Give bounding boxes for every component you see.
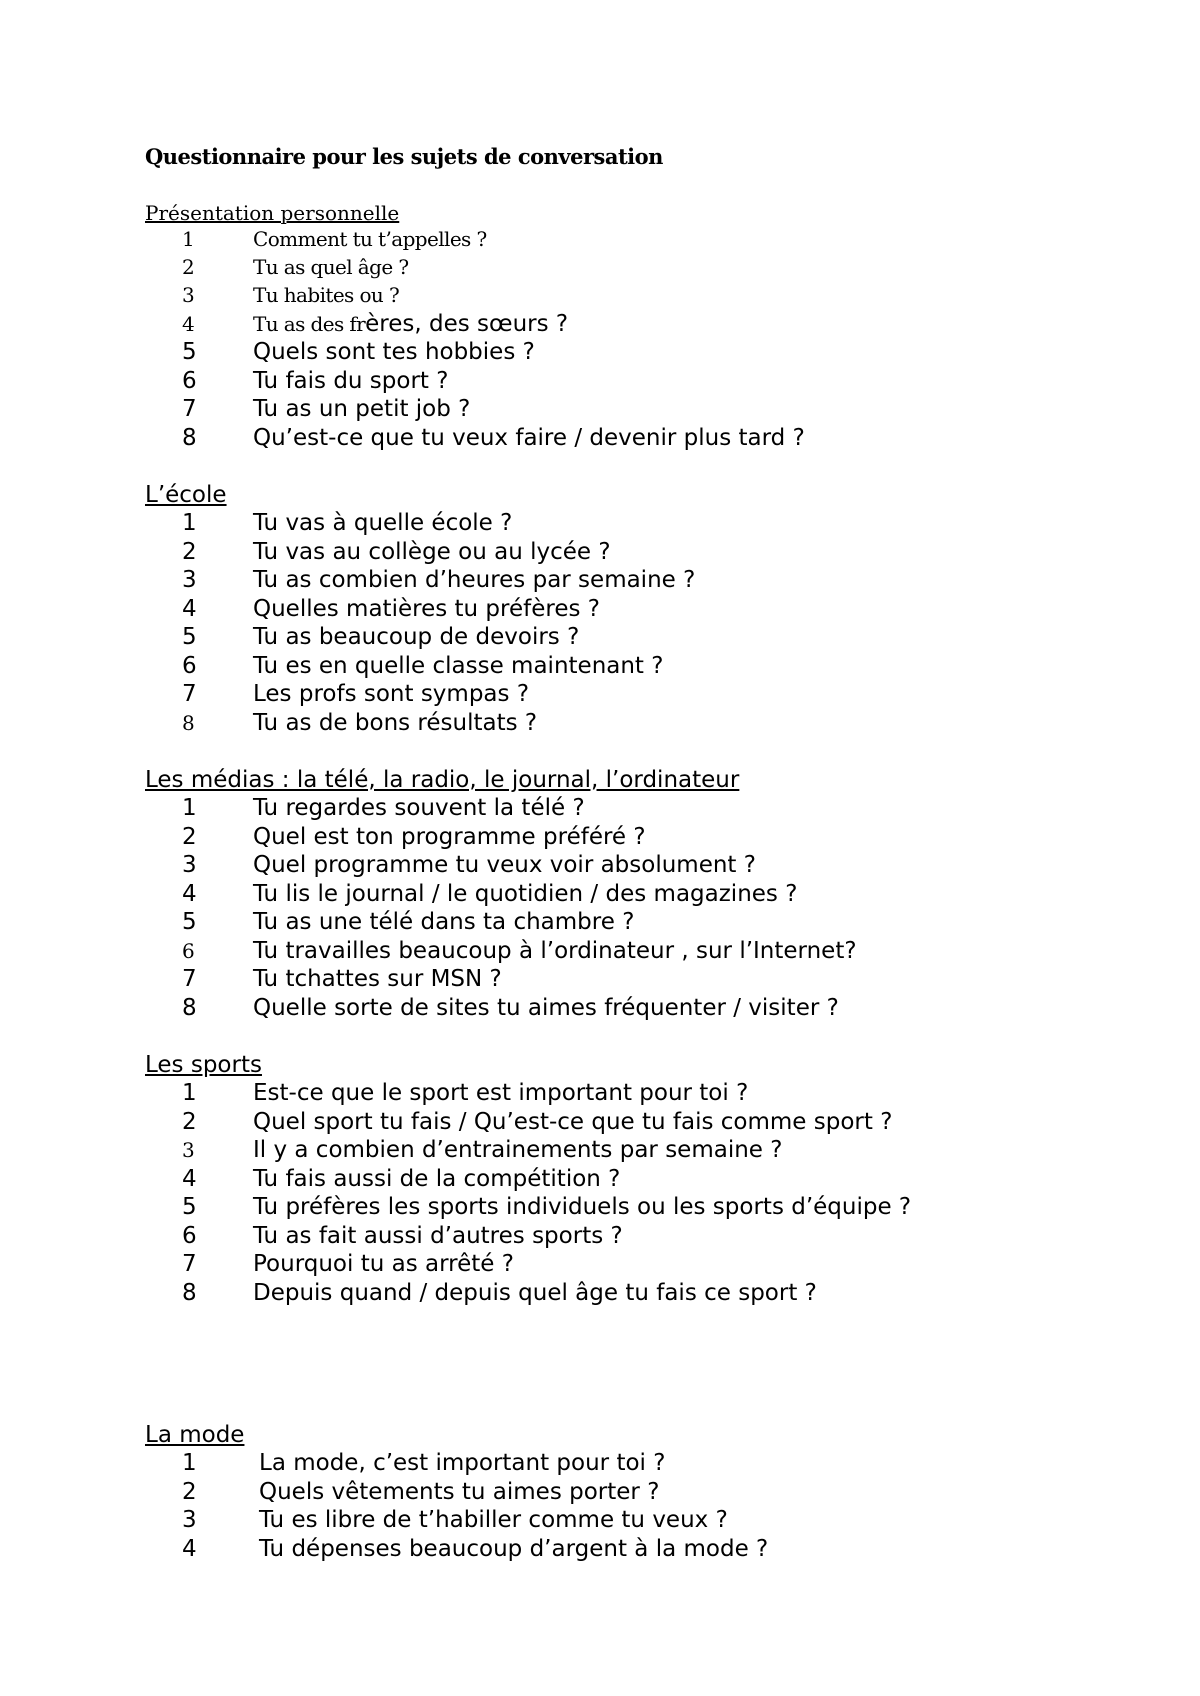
item-question-part: Tu as des fr	[253, 312, 366, 336]
item-number: 1	[182, 510, 197, 536]
item-question: Est-ce que le sport est important pour toi ?	[253, 1080, 749, 1106]
item-number: 4	[182, 1166, 197, 1192]
item-number: 3	[182, 1138, 195, 1162]
item-question: Tu vas au collège ou au lycée ?	[253, 539, 611, 565]
item-question: Tu es libre de t’habiller comme tu veux ?	[259, 1507, 728, 1533]
list-item	[0, 623, 1200, 651]
list-item	[0, 395, 1200, 423]
item-question: Tu as fait aussi d’autres sports ?	[253, 1223, 623, 1249]
item-number: 2	[182, 1479, 197, 1505]
list-item	[0, 965, 1200, 993]
list-item	[0, 281, 1200, 309]
list-item	[0, 880, 1200, 908]
list-item	[0, 937, 1200, 965]
list-item	[0, 994, 1200, 1022]
list-item	[0, 794, 1200, 822]
item-question: Quelles matières tu préfères ?	[253, 596, 600, 622]
item-question: Comment tu t’appelles ?	[253, 227, 487, 251]
item-number: 1	[182, 227, 195, 251]
item-number: 7	[182, 681, 197, 707]
item-number: 6	[182, 653, 197, 679]
list-item	[0, 367, 1200, 395]
item-question: Quelle sorte de sites tu aimes fréquenter / visiter ?	[253, 995, 839, 1021]
item-question: Tu préfères les sports individuels ou les sports d’équipe ?	[253, 1194, 912, 1220]
item-question: Il y a combien d’entrainements par semaine ?	[253, 1137, 783, 1163]
item-question: Quel sport tu fais / Qu’est-ce que tu fais comme sport ?	[253, 1109, 893, 1135]
item-number: 7	[182, 966, 197, 992]
item-number: 2	[182, 824, 197, 850]
item-question: Tu as une télé dans ta chambre ?	[253, 909, 635, 935]
item-number: 4	[182, 596, 197, 622]
section-heading-mode: La mode	[145, 1422, 245, 1448]
item-question-part: ères, des sœurs ?	[365, 311, 569, 337]
item-question: Tu regardes souvent la télé ?	[253, 795, 585, 821]
list-item	[0, 680, 1200, 708]
item-number: 5	[182, 1194, 197, 1220]
section-heading-sports: Les sports	[145, 1052, 262, 1078]
item-number: 8	[182, 995, 197, 1021]
item-question: La mode, c’est important pour toi ?	[259, 1450, 666, 1476]
item-question: Quels vêtements tu aimes porter ?	[259, 1479, 660, 1505]
item-number: 5	[182, 909, 197, 935]
item-number: 4	[182, 1536, 197, 1562]
item-question: Tu tchattes sur MSN ?	[253, 966, 502, 992]
item-question: Tu fais du sport ?	[253, 368, 449, 394]
list-item	[0, 1535, 1200, 1563]
item-question: Les profs sont sympas ?	[253, 681, 530, 707]
list-item	[0, 225, 1200, 253]
item-number: 8	[182, 1280, 197, 1306]
list-item	[0, 851, 1200, 879]
item-question: Tu es en quelle classe maintenant ?	[253, 653, 664, 679]
item-number: 1	[182, 1080, 197, 1106]
list-item	[0, 709, 1200, 737]
item-number: 3	[182, 852, 197, 878]
item-question: Tu habites ou ?	[253, 283, 400, 307]
item-number: 3	[182, 283, 195, 307]
item-number: 6	[182, 368, 197, 394]
item-number: 2	[182, 539, 197, 565]
item-number: 4	[182, 881, 197, 907]
item-number: 6	[182, 1223, 197, 1249]
section-heading-presentation: Présentation personnelle	[145, 201, 400, 225]
item-number: 4	[182, 312, 195, 336]
item-number: 7	[182, 1251, 197, 1277]
list-item	[0, 1478, 1200, 1506]
item-question: Tu travailles beaucoup à l’ordinateur , sur l’Internet?	[253, 938, 857, 964]
list-item	[0, 253, 1200, 281]
list-item	[0, 823, 1200, 851]
item-number: 5	[182, 624, 197, 650]
item-question: Depuis quand / depuis quel âge tu fais ce sport ?	[253, 1280, 817, 1306]
item-question: Tu dépenses beaucoup d’argent à la mode ?	[259, 1536, 769, 1562]
item-number: 3	[182, 567, 197, 593]
item-number: 5	[182, 339, 197, 365]
section-heading-ecole: L’école	[145, 482, 227, 508]
list-item	[0, 1079, 1200, 1107]
item-number: 3	[182, 1507, 197, 1533]
item-number: 2	[182, 255, 195, 279]
item-number: 8	[182, 425, 197, 451]
list-item	[0, 1136, 1200, 1164]
item-question: Qu’est-ce que tu veux faire / devenir plus tard ?	[253, 425, 805, 451]
item-question: Quel est ton programme préféré ?	[253, 824, 646, 850]
item-question: Tu as beaucoup de devoirs ?	[253, 624, 580, 650]
item-number: 1	[182, 1450, 197, 1476]
list-item	[0, 538, 1200, 566]
list-item	[0, 310, 1200, 338]
item-question: Tu as quel âge ?	[253, 255, 409, 279]
item-question: Tu fais aussi de la compétition ?	[253, 1166, 621, 1192]
list-item	[0, 595, 1200, 623]
list-item	[0, 908, 1200, 936]
item-number: 8	[182, 711, 195, 735]
list-item	[0, 338, 1200, 366]
list-item	[0, 652, 1200, 680]
list-item	[0, 1193, 1200, 1221]
item-question: Pourquoi tu as arrêté ?	[253, 1251, 514, 1277]
item-number: 1	[182, 795, 197, 821]
item-question: Quels sont tes hobbies ?	[253, 339, 535, 365]
list-item	[0, 1108, 1200, 1136]
list-item	[0, 1506, 1200, 1534]
list-item	[0, 1222, 1200, 1250]
item-question: Tu as de bons résultats ?	[253, 710, 538, 736]
document-title: Questionnaire pour les sujets de conversation	[145, 144, 663, 169]
list-item	[0, 509, 1200, 537]
list-item	[0, 424, 1200, 452]
item-number: 2	[182, 1109, 197, 1135]
item-question: Tu vas à quelle école ?	[253, 510, 513, 536]
item-number: 6	[182, 939, 195, 963]
item-question	[253, 310, 568, 338]
item-question: Tu as un petit job ?	[253, 396, 471, 422]
list-item	[0, 1449, 1200, 1477]
item-number: 7	[182, 396, 197, 422]
list-item	[0, 1165, 1200, 1193]
item-question: Tu as combien d’heures par semaine ?	[253, 567, 696, 593]
list-item	[0, 1250, 1200, 1278]
list-item	[0, 566, 1200, 594]
item-question: Quel programme tu veux voir absolument ?	[253, 852, 756, 878]
list-item	[0, 1279, 1200, 1307]
section-heading-medias: Les médias : la télé, la radio, le journal, l’ordinateur	[145, 767, 740, 793]
item-question: Tu lis le journal / le quotidien / des magazines ?	[253, 881, 798, 907]
